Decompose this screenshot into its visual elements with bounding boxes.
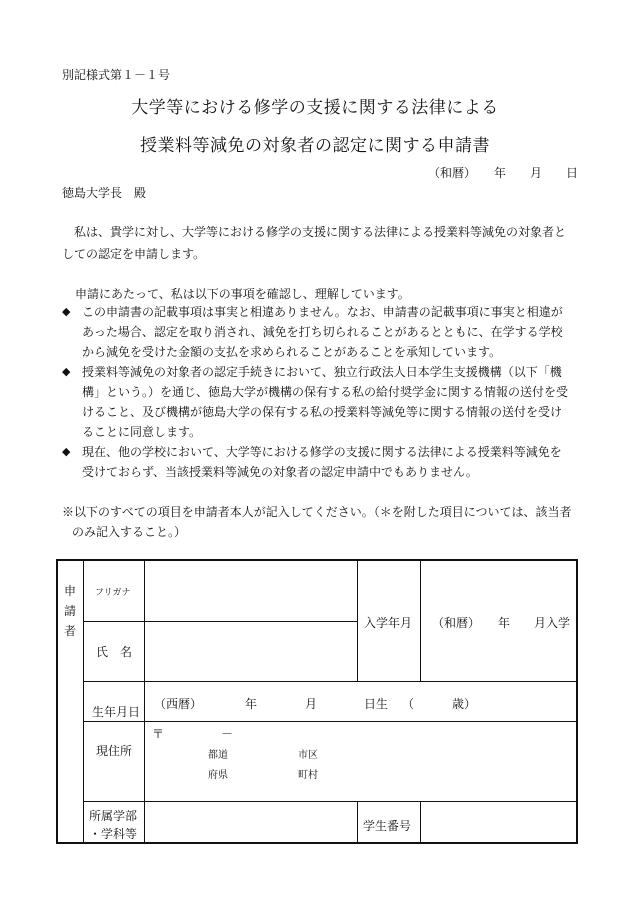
enrollment-label: 入学年月 <box>364 616 413 630</box>
bullet-text: 授業料等減免の対象者の認定手続きにおいて、独立行政法人日本学生支援機構（以下「機構」という。）を通じ、徳島大学が機構の保有する私の給付奨学金に関する情報の送付を受けること、及び機構が徳島大学の保有する私の授業料等減免等に関する情報の送付を受けることに同意します。 <box>82 365 569 439</box>
bullet-item <box>62 302 572 362</box>
name-label: 氏 名 <box>96 645 133 659</box>
bullet-text: 現在、他の学校において、大学等における修学の支援に関する法律による授業料等減免を受けておらず、当該授業料等減免の対象者の認定申請中でもありません。 <box>82 445 562 479</box>
student-number-input[interactable] <box>422 803 576 842</box>
city-label-top: 市区 <box>298 750 318 761</box>
city-label-bottom: 町村 <box>298 770 318 781</box>
postal-mark: 〒 <box>152 727 165 741</box>
enrollment-value[interactable]: （和暦） 年 月入学 <box>432 616 571 630</box>
prefecture-label-top: 都道 <box>208 750 228 761</box>
application-statement: 私は、貴学に対し、大学等における修学の支援に関する法律による授業料等減免の対象者としての認定を申請します。 <box>62 225 567 261</box>
birth-era: （西暦） <box>154 697 203 711</box>
birth-day-unit: 日生 <box>364 697 389 711</box>
faculty-label-line2: ・学科等 <box>89 827 138 841</box>
applicant-label: 申 請 者 <box>63 584 76 638</box>
furigana-label: フリガナ <box>95 588 131 598</box>
furigana-input[interactable] <box>146 563 355 619</box>
diamond-bullet-icon: ◆ <box>62 445 71 458</box>
diamond-bullet-icon: ◆ <box>62 305 71 318</box>
document-title-line1: 大学等における修学の支援に関する法律による <box>131 98 499 118</box>
addressee: 徳島大学長 殿 <box>62 186 147 200</box>
bullet-item <box>62 442 572 482</box>
document-title-line2: 授業料等減免の対象者の認定に関する申請書 <box>140 136 490 156</box>
birth-month-unit: 月 <box>305 697 318 711</box>
age-open: （ <box>402 697 415 711</box>
address-label: 現住所 <box>96 744 133 758</box>
birth-date-label: 生年月日 <box>92 705 141 719</box>
name-input[interactable] <box>146 623 355 679</box>
date-line: （和暦） 年 月 日 <box>428 166 579 180</box>
postal-dash: － <box>221 727 234 741</box>
faculty-label-line1: 所属学部 <box>89 809 138 823</box>
prefecture-label-bottom: 府県 <box>208 770 228 781</box>
diamond-bullet-icon: ◆ <box>62 365 71 378</box>
age-close: 歳） <box>452 697 477 711</box>
bullet-item <box>62 362 572 442</box>
form-number: 別記様式第１－１号 <box>62 68 171 82</box>
student-number-label: 学生番号 <box>363 819 412 833</box>
confirmation-intro: 申請にあたって、私は以下の事項を確認し、理解しています。 <box>75 287 410 301</box>
faculty-input[interactable] <box>146 803 355 842</box>
birth-year-unit: 年 <box>245 697 258 711</box>
application-form-table <box>56 559 578 844</box>
instruction-note: ※以下のすべての項目を申請者本人が記入してください。（＊を附した項目については、該当者のみ記入すること。） <box>62 505 572 539</box>
bullet-text: この申請書の記載事項は事実と相違ありません。なお、申請書の記載事項に事実と相違があった場合、認定を取り消され、減免を打ち切られることがあるとともに、在学する学校から減免を受けた金額の支払を求められることがあることを承知しています。 <box>82 305 563 359</box>
